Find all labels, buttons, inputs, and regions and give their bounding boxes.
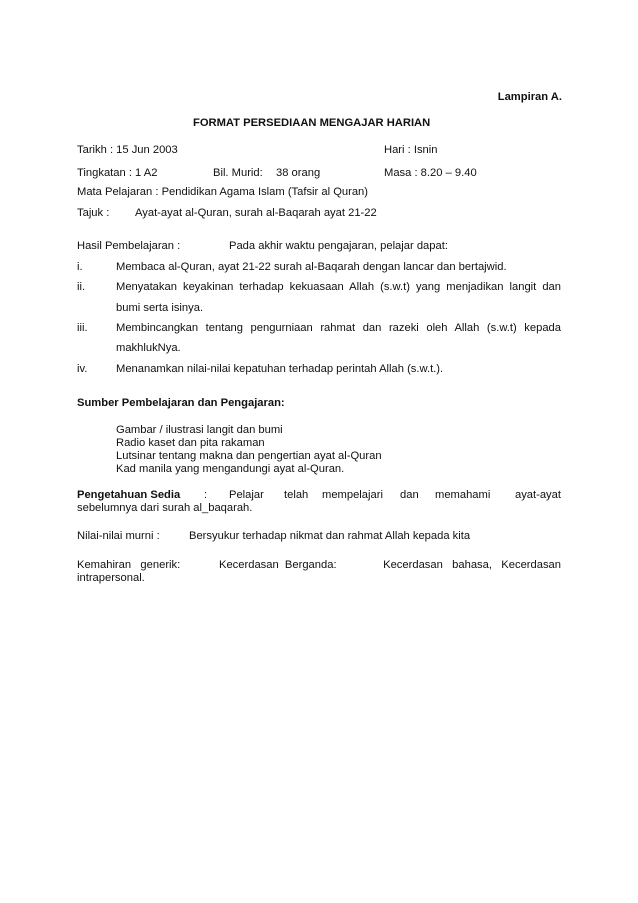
- multiple-intelligence-label: Kecerdasan Berganda:: [219, 559, 337, 571]
- outcome-number: ii.: [77, 281, 86, 293]
- date-field: Tarikh : 15 Jun 2003: [77, 144, 178, 156]
- resource-item: Lutsinar tentang makna dan pengertian ayat al-Quran: [116, 450, 382, 462]
- student-count-label: Bil. Murid:: [213, 167, 263, 179]
- resource-item: Gambar / ilustrasi langit dan bumi: [116, 424, 283, 436]
- day-field: Hari : Isnin: [384, 144, 438, 156]
- generic-skills-text-continued: intrapersonal.: [77, 572, 145, 584]
- appendix-label: Lampiran A.: [497, 91, 562, 103]
- values-text: Bersyukur terhadap nikmat dan rahmat Allah kepada kita: [189, 530, 471, 542]
- prior-knowledge-word: memahami: [435, 489, 491, 501]
- resources-heading: Sumber Pembelajaran dan Pengajaran:: [77, 397, 285, 409]
- student-count-value: 38 orang: [276, 167, 321, 179]
- subject-field: Mata Pelajaran : Pendidikan Agama Islam (Tafsir al Quran): [77, 186, 369, 198]
- prior-knowledge-word: telah: [284, 489, 309, 501]
- outcome-text-continued: makhlukNya.: [116, 342, 181, 354]
- topic-label: Tajuk :: [77, 207, 110, 219]
- document-title: FORMAT PERSEDIAAN MENGAJAR HARIAN: [193, 117, 431, 129]
- outcome-text: Membincangkan tentang pengurniaan rahmat dan razeki oleh Allah (s.w.t) kepada: [116, 322, 561, 334]
- generic-skills-label: Kemahiran generik:: [77, 559, 181, 571]
- prior-knowledge-label: Pengetahuan Sedia: [77, 489, 181, 501]
- learning-outcomes-label: Hasil Pembelajaran :: [77, 240, 181, 252]
- prior-knowledge-word: dan: [400, 489, 419, 501]
- prior-knowledge-word: mempelajari: [322, 489, 383, 501]
- outcome-text-continued: bumi serta isinya.: [116, 302, 204, 314]
- resource-item: Radio kaset dan pita rakaman: [116, 437, 265, 449]
- outcome-text: Menyatakan keyakinan terhadap kekuasaan Allah (s.w.t) yang menjadikan langit dan: [116, 281, 561, 293]
- outcome-number: i.: [77, 261, 83, 273]
- time-field: Masa : 8.20 – 9.40: [384, 167, 477, 179]
- resource-item: Kad manila yang mengandungi ayat al-Quran.: [116, 463, 345, 475]
- prior-knowledge-word: Pelajar: [229, 489, 264, 501]
- form-field: Tingkatan : 1 A2: [77, 167, 158, 179]
- outcome-number: iii.: [77, 322, 88, 334]
- topic-value: Ayat-ayat al-Quran, surah al-Baqarah ayat 21-22: [135, 207, 377, 219]
- prior-knowledge-word: ayat-ayat: [514, 489, 561, 501]
- prior-knowledge-text: sebelumnya dari surah al_baqarah.: [77, 502, 253, 514]
- outcome-text: Membaca al-Quran, ayat 21-22 surah al-Baqarah dengan lancar dan bertajwid.: [116, 261, 507, 273]
- generic-skills-text: Kecerdasan bahasa, Kecerdasan: [383, 559, 561, 571]
- outcome-number: iv.: [77, 363, 88, 375]
- values-label: Nilai-nilai murni :: [77, 530, 160, 542]
- prior-knowledge-colon: :: [204, 489, 208, 501]
- outcome-text: Menanamkan nilai-nilai kepatuhan terhadap perintah Allah (s.w.t.).: [116, 363, 444, 375]
- learning-outcomes-intro: Pada akhir waktu pengajaran, pelajar dapat:: [229, 240, 448, 252]
